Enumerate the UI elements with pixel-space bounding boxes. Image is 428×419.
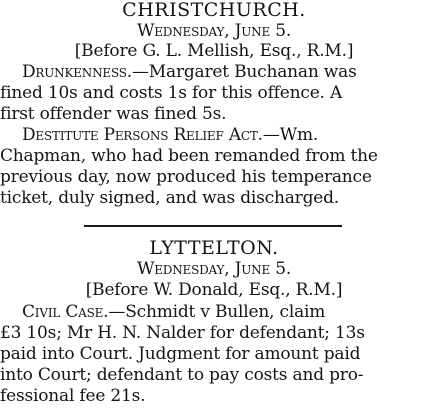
- paragraph-text: paid into Court. Judgment for amount paid: [0, 344, 361, 364]
- paragraph-civil-case: [22, 302, 325, 322]
- paragraph-destitute-persons: [22, 125, 318, 145]
- section-divider: [84, 225, 342, 227]
- court-date: Wednesday, June 5.: [136, 21, 292, 41]
- paragraph-text: —Margaret Buchanan was: [132, 62, 357, 82]
- paragraph-text: first offender was fined 5s.: [0, 104, 227, 124]
- paragraph-text: —Schmidt v Bullen, claim: [108, 302, 326, 322]
- paragraph-text: —Wm.: [262, 125, 319, 145]
- magistrate-line: [Before G. L. Mellish, Esq., R.M.]: [74, 41, 354, 61]
- paragraph-text: Chapman, who had been remanded from the: [0, 146, 378, 166]
- paragraph-text: into Court; defendant to pay costs and pro-: [0, 365, 364, 385]
- paragraph-text: fessional fee 21s.: [0, 386, 146, 406]
- paragraph-drunkenness: [22, 62, 357, 82]
- paragraph-title: Drunkenness.: [22, 62, 132, 82]
- magistrate-line: [Before W. Donald, Esq., R.M.]: [85, 280, 343, 300]
- paragraph-title: Destitute Persons Relief Act.: [22, 125, 263, 145]
- section-heading-lyttelton: LYTTELTON.: [149, 237, 279, 259]
- paragraph-title: Civil Case.: [22, 302, 109, 322]
- court-date: Wednesday, June 5.: [136, 259, 292, 279]
- paragraph-text: fined 10s and costs 1s for this offence. A: [0, 83, 343, 103]
- paragraph-text: previous day, now produced his temperance: [0, 167, 372, 187]
- section-heading-christchurch: CHRISTCHURCH.: [122, 0, 306, 21]
- paragraph-text: ticket, duly signed, and was discharged.: [0, 188, 339, 208]
- paragraph-text: £3 10s; Mr H. N. Nalder for defendant; 13s: [0, 323, 365, 343]
